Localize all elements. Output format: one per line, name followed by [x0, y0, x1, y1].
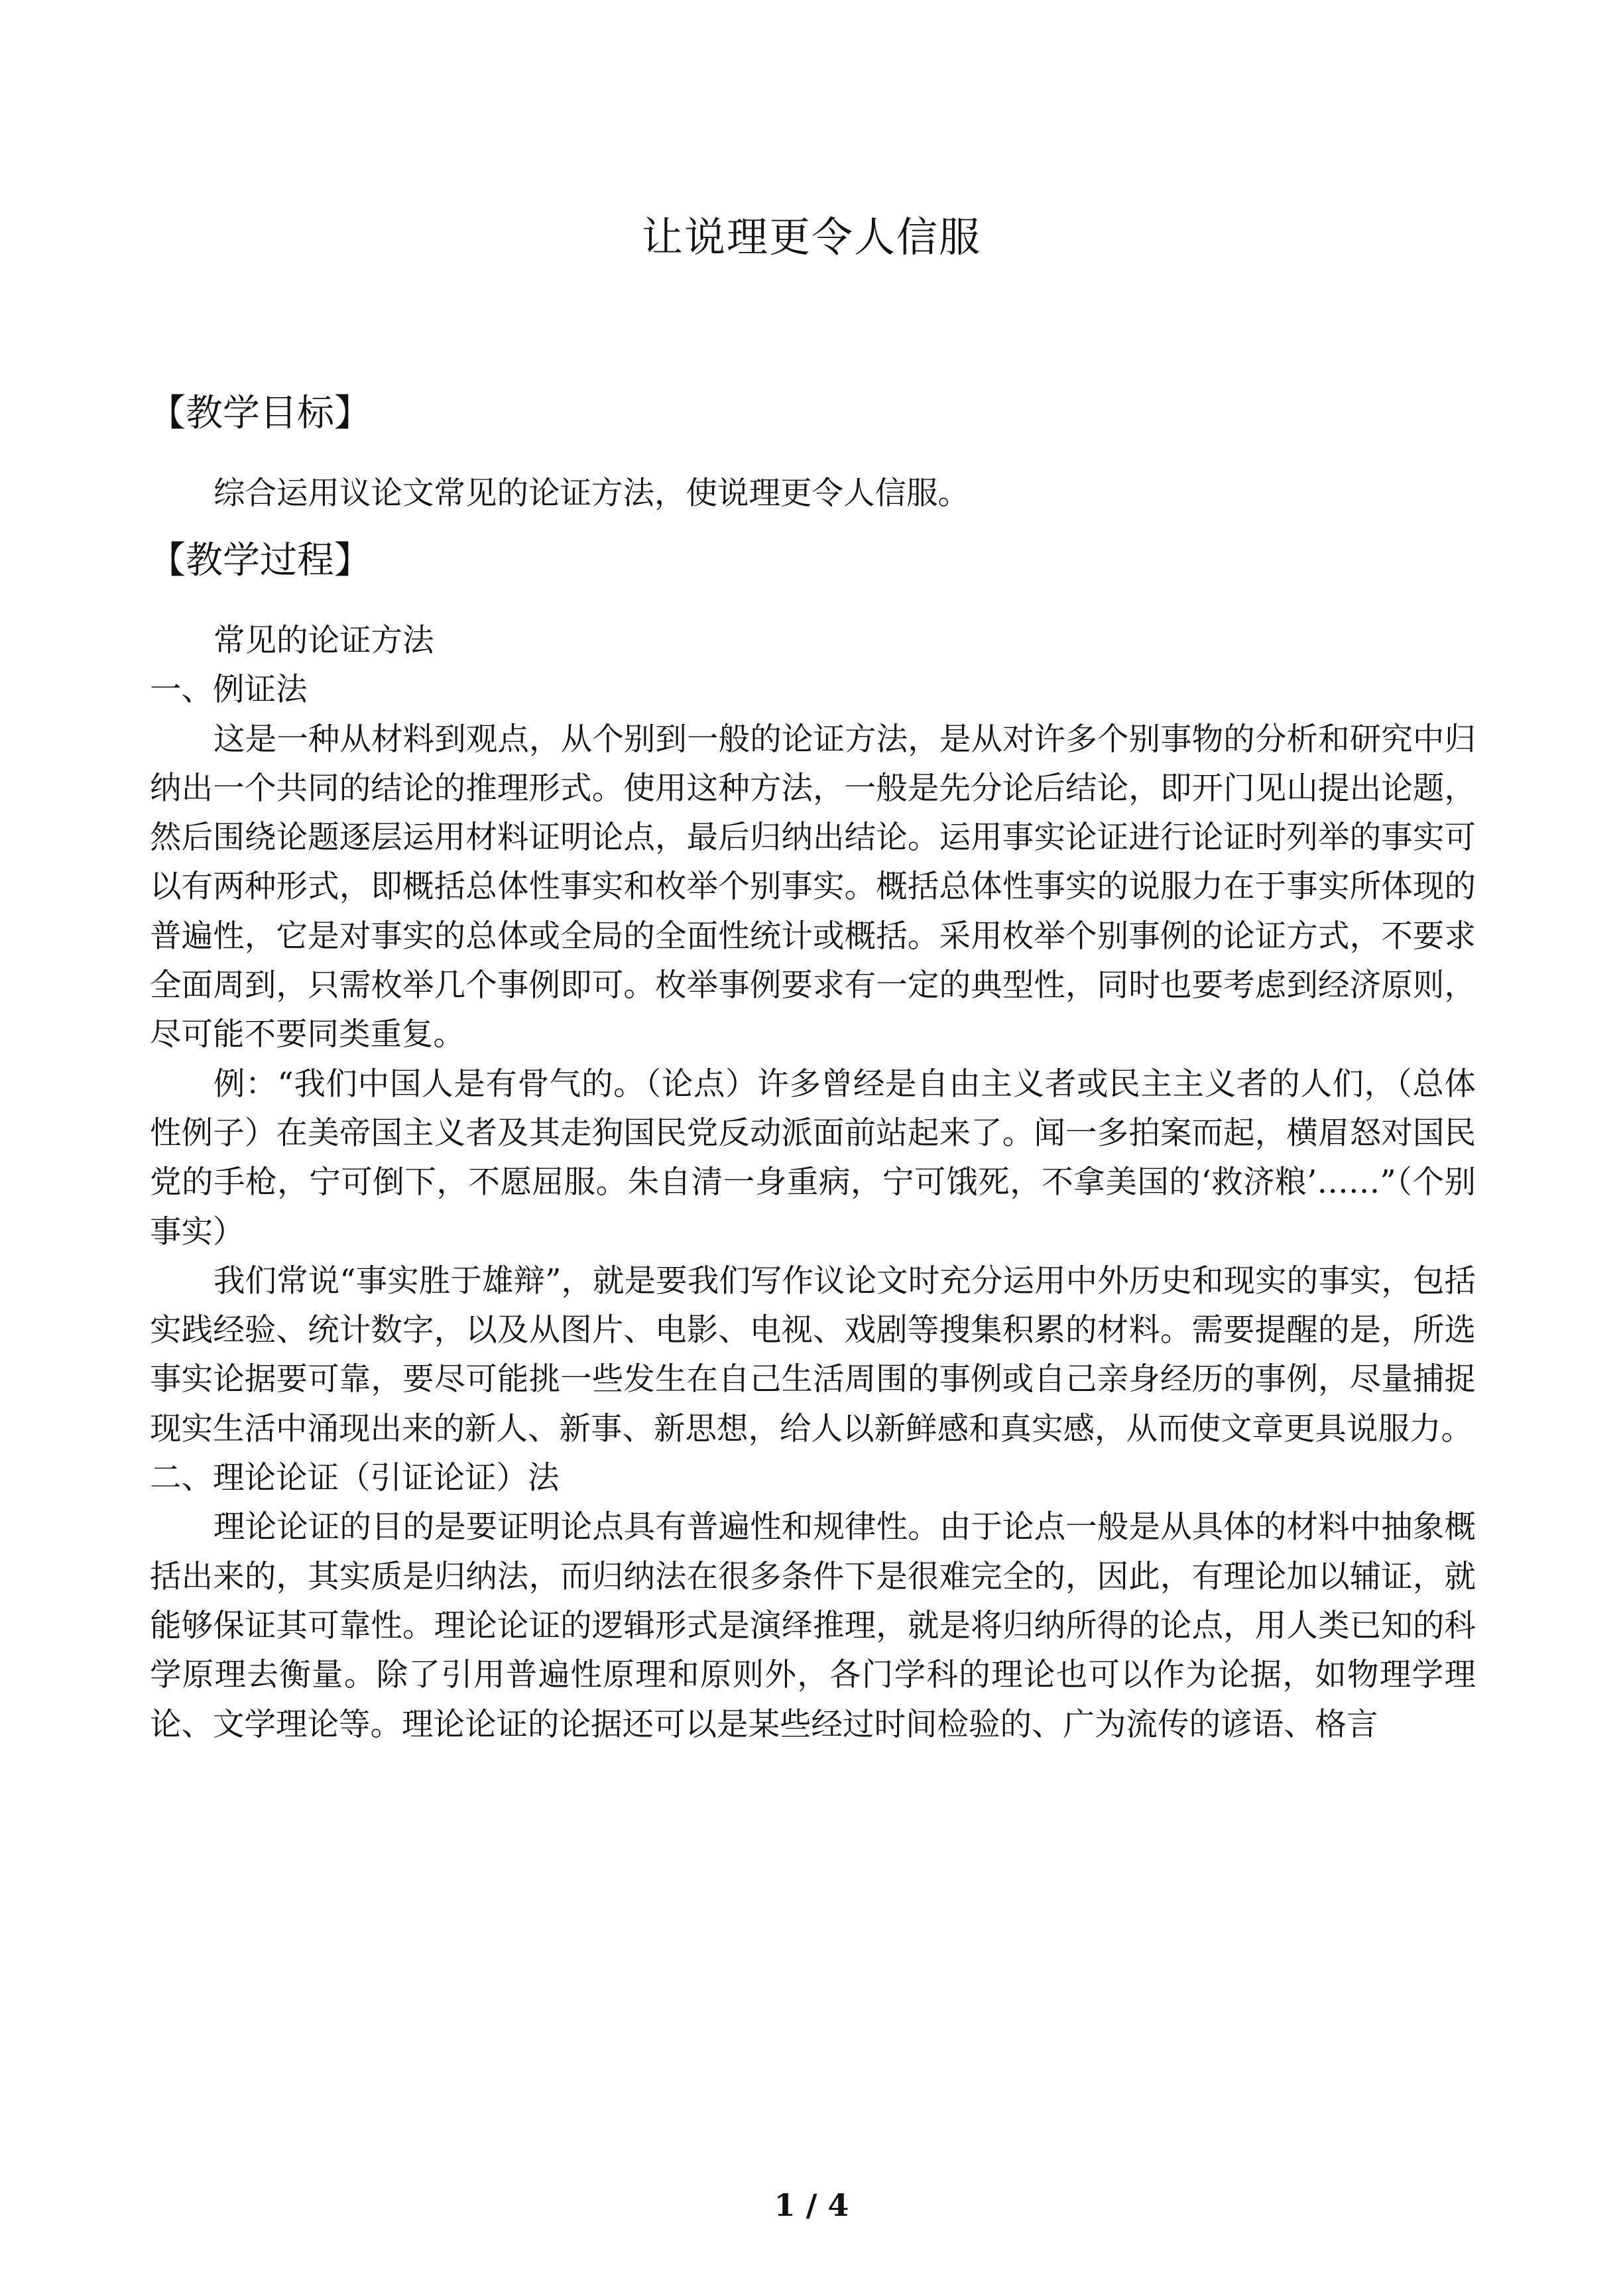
heading-teaching-process: 【教学过程】: [149, 539, 371, 582]
method1-paragraph-2: 我们常说“事实胜于雄辩”，就是要我们写作议论文时充分运用中外历史和现实的事实，包括实践经验、统计数字，以及从图片、电影、电视、戏剧等搜集积累的材料。需要提醒的是，所选事实论据要可靠，要尽可能挑一些发生在自己生活周围的事例或自己亲身经历的事例，尽量捕捉现实生活中涌现出来的新人、新事、新思想，给人以新鲜感和真实感，从而使文章更具说服力。: [150, 1262, 1476, 1447]
goals-text: 综合运用议论文常见的论证方法，使说理更令人信服。: [213, 475, 969, 512]
goals-body: [150, 469, 1476, 518]
method1-paragraph-1: 这是一种从材料到观点，从个别到一般的论证方法，是从对许多个别事物的分析和研究中归纳出一个共同的结论的推理形式。使用这种方法，一般是先分论后结论，即开门见山提出论题，然后围绕论题逐层运用材料证明论点，最后归纳出结论。运用事实论证进行论证时列举的事实可以有两种形式，即概括总体性事实和枚举个别事实。概括总体性事实的说服力在于事实所体现的普遍性，它是对事实的总体或全局的全面性统计或概括。采用枚举个别事例的论证方式，不要求全面周到，只需枚举几个事例即可。枚举事例要求有一定的典型性，同时也要考虑到经济原则，尽可能不要同类重复。: [150, 721, 1476, 1054]
page-number: 1 / 4: [774, 2187, 849, 2223]
document-title: 让说理更令人信服: [641, 213, 981, 261]
method2-paragraph-1: 理论论证的目的是要证明论点具有普遍性和规律性。由于论点一般是从具体的材料中抽象概括出来的，其实质是归纳法，而归纳法在很多条件下是很难完全的，因此，有理论加以辅证，就能够保证其可靠性。理论论证的逻辑形式是演绎推理，就是将归纳所得的论点，用人类已知的科学原理去衡量。除了引用普遍性原理和原则外，各门学科的理论也可以作为论据，如物理学理论、文学理论等。理论论证的论据还可以是某些经过时间检验的、广为流传的谚语、格言: [150, 1509, 1476, 1743]
process-body: [150, 617, 1476, 1750]
method1-title: 一、例证法: [150, 672, 308, 709]
method1-example: 例：“我们中国人是有骨气的。（论点）许多曾经是自由主义者或民主主义者的人们，（总体性例子）在美帝国主义者及其走狗国民党反动派面前站起来了。闻一多拍案而起，横眉怒对国民党的手枪，宁可倒下，不愿屈服。朱自清一身重病，宁可饿死，不拿美国的‘救济粮’……”（个别事实）: [150, 1065, 1476, 1250]
process-intro: 常见的论证方法: [213, 623, 434, 659]
method2-title: 二、理论论证（引证论证）法: [150, 1460, 560, 1497]
heading-teaching-goals: 【教学目标】: [149, 392, 371, 435]
